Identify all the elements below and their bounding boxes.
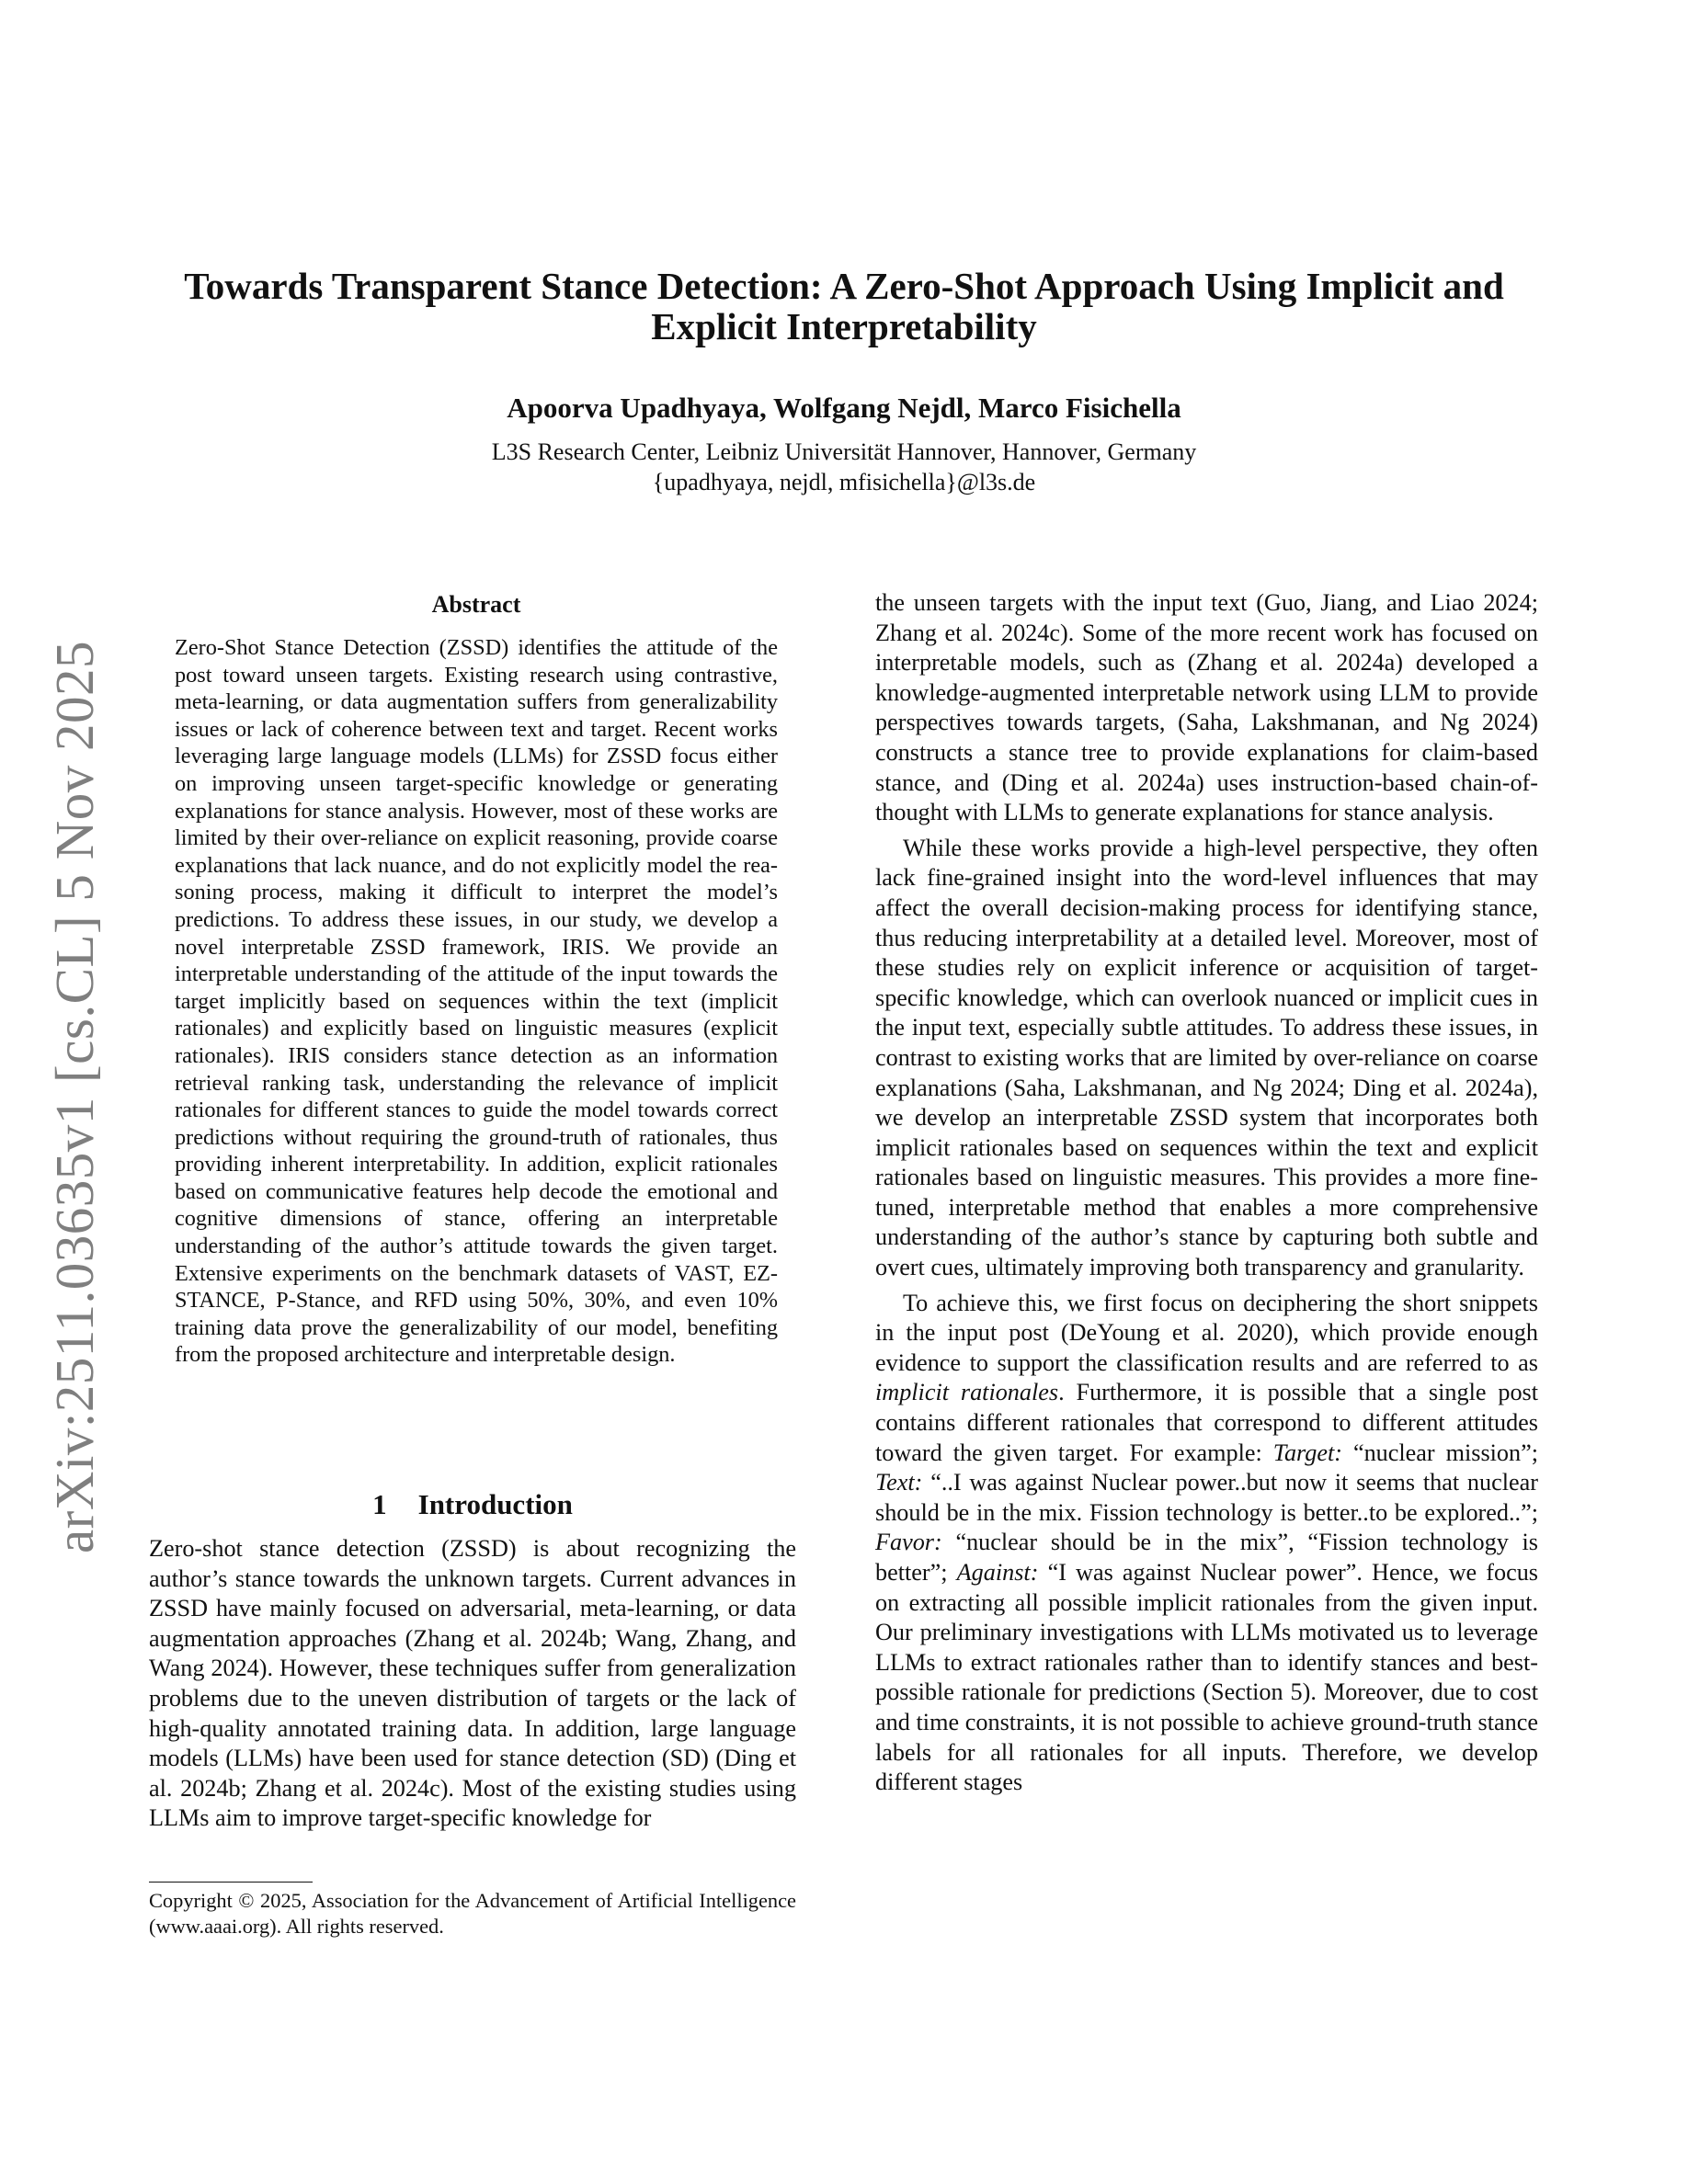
author-list: Apoorva Upadhyaya, Wolfgang Nejdl, Marco Fisichella	[507, 392, 1181, 424]
section-number: 1	[372, 1488, 387, 1520]
paper-title	[129, 266, 1559, 347]
intro-paragraph-2: While these works provide a high-level perspective, they often lack fine-grained insight into the word-level influences that may affect the overall decision-making process for identifying stance, thus reducing interpretability at a detailed level. Moreover, most of these studies rely on explicit inference or acquisition of target-specific knowledge, which can overlook nuanced or implicit cues in the input text, especially subtle attitudes. To address these issues, in contrast to existing works that are limited by over-reliance on coarse explanations (Saha, Lakshmanan, and Ng 2024; Ding et al. 2024a), we develop an interpretable ZSSD system that incorporates both implicit rationales based on sequences within the text and explicit rationales based on linguistic measures. This provides a more fine-tuned, interpretable method that enables a more comprehensive understanding of the author’s stance by capturing both subtle and overt cues, ultimately improving both transparency and granularity.	[875, 834, 1538, 1281]
left-column-body	[149, 1534, 796, 1834]
abstract-heading: Abstract	[431, 591, 521, 618]
label-target: Target:	[1272, 1439, 1342, 1466]
abstract-text: Zero-Shot Stance Detection (ZSSD) identifies the attitude of the post toward unseen targets. Existing research using contrastive, meta-learning, or data augmentation suffers from generalizability issues or lack of coherence between text and target. Recent works leveraging large language models (LLMs) for ZSSD focus either on improving unseen target-specific knowledge or generating explanations for stance analysis. However, most of these works are limited by their over-reliance on explicit reasoning, provide coarse explanations that lack nuance, and do not explicitly model the reasoning process, making it difficult to interpret the model’s predictions. To address these issues, in our study, we develop a novel interpretable ZSSD framework, IRIS. We provide an interpretable understanding of the attitude of the input towards the target implicitly based on sequences within the text (implicit rationales) and explicitly based on linguistic measures (explicit rationales). IRIS considers stance detection as an information retrieval ranking task, understanding the relevance of implicit rationales for different stances to guide the model towards correct predictions without requiring the ground-truth of rationales, thus providing inherent interpretability. In addition, explicit rationales based on communicative features help decode the emotional and cognitive dimensions of stance, offering an interpretable understanding of the author’s attitude towards the given target. Extensive experiments on the benchmark datasets of VAST, EZ-STANCE, P-Stance, and RFD using 50%, 30%, and even 10% training data prove the generalizability of our model, benefiting from the proposed architecture and interpretable design.	[175, 635, 778, 1368]
label-against: Against:	[956, 1559, 1039, 1586]
p3-text: “..I was against Nuclear power..but now it seems that nuclear should be in the mix. Fission technology is better..to be explored..”;	[875, 1469, 1538, 1526]
affiliation: L3S Research Center, Leibniz Universität Hannover, Hannover, Germany	[491, 438, 1197, 465]
footnote-divider	[149, 1882, 313, 1883]
p3-text: To achieve this, we first focus on deciphering the short snippets in the input post (DeYoung et al. 2020), which provide enough evidence to support the classification results and are referred to as	[875, 1289, 1538, 1376]
section-heading-introduction	[149, 1487, 796, 1522]
label-text: Text:	[875, 1469, 923, 1496]
p3-text: . Furthermore, it is possible that a single post contains different rationales that correspond to different attitudes toward the given target. For example:	[875, 1379, 1539, 1466]
arxiv-identifier-stamp: arXiv:2511.03635v1 [cs.CL] 5 Nov 2025	[44, 641, 105, 1553]
intro-paragraph-1-part-1: Zero-shot stance detection (ZSSD) is about recognizing the author’s stance towards the unknown targets. Current advances in ZSSD have mainly focused on adversarial, meta-learning, or data augmentation approaches (Zhang et al. 2024b; Wang, Zhang, and Wang 2024). However, these techniques suffer from generalization problems due to the uneven distribution of targets or the lack of high-quality annotated training data. In addition, large language models (LLMs) have been used for stance detection (SD) (Ding et al. 2024b; Zhang et al. 2024c). Most of the existing studies using LLMs aim to improve target-specific knowledge for	[149, 1535, 796, 1832]
author-emails: {upadhyaya, nejdl, mfisichella}@l3s.de	[652, 469, 1036, 495]
section-title: Introduction	[417, 1488, 573, 1520]
paper-title-line-1: Towards Transparent Stance Detection: A Zero-Shot Approach Using Implicit and	[184, 265, 1504, 307]
p3-text: “nuclear should be in the mix”, “Fission technology is better”;	[875, 1529, 1538, 1586]
right-column-body	[875, 588, 1538, 1798]
p3-text: “I was against Nuclear power”. Hence, we focus on extracting all possible implicit rationales from the given input. Our preliminary investigations with LLMs motivated us to leverage LLMs to extract rationales rather than to identify stances and best-possible rationale for predictions (Section 5). Moreover, due to cost and time constraints, it is not possible to achieve ground-truth stance labels for all rationales for all inputs. Therefore, we develop different stages	[875, 1559, 1538, 1796]
intro-paragraph-1-part-2: the unseen targets with the input text (Guo, Jiang, and Liao 2024; Zhang et al. 2024c). Some of the more recent work has focused on interpretable models, such as (Zhang et al. 2024a) developed a knowledge-augmented interpretable network using LLM to provide perspectives towards targets, (Saha, Lakshmanan, and Ng 2024) constructs a stance tree to provide explanations for claim-based stance, and (Ding et al. 2024a) uses instruction-based chain-of-thought with LLMs to generate explanations for stance analysis.	[875, 589, 1538, 826]
label-favor: Favor:	[875, 1529, 942, 1556]
term-implicit-rationales: implicit rationales	[875, 1379, 1059, 1406]
p3-text: “nuclear mission”;	[1341, 1439, 1539, 1466]
intro-paragraph-3	[875, 1289, 1538, 1798]
copyright-footnote: Copyright © 2025, Association for the Advancement of Artificial Intelligence (www.aaai.org). All rights reserved.	[149, 1889, 796, 1938]
paper-title-line-2: Explicit Interpretability	[651, 305, 1037, 347]
affiliation-block	[129, 437, 1559, 497]
